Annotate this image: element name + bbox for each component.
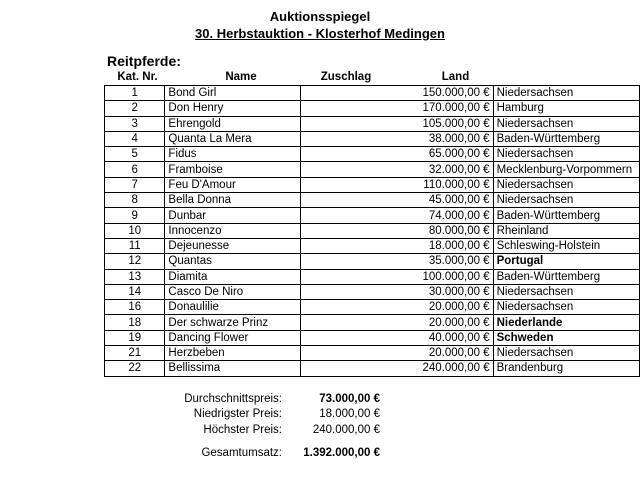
- price-cell: 32.000,00 €: [300, 162, 493, 177]
- summary-max-value: 240.000,00 €: [312, 424, 380, 436]
- catalog-number-cell: 1: [105, 86, 165, 101]
- catalog-number-cell: 22: [105, 361, 165, 376]
- price-cell: 105.000,00 €: [300, 116, 493, 131]
- land-cell: Niederlande: [493, 315, 639, 330]
- catalog-number-cell: 16: [105, 300, 165, 315]
- price-cell: 65.000,00 €: [300, 147, 493, 162]
- horse-name-cell: Don Henry: [165, 101, 300, 116]
- horse-name-cell: Quantas: [165, 254, 300, 269]
- price-cell: 150.000,00 €: [300, 86, 493, 101]
- price-cell: 45.000,00 €: [300, 193, 493, 208]
- summary-min-label: Niedrigster Preis:: [193, 408, 282, 420]
- horse-name-cell: Dunbar: [165, 208, 300, 223]
- horse-name-cell: Donaulilie: [165, 300, 300, 315]
- land-cell: Baden-Württemberg: [493, 131, 639, 146]
- land-cell: Niedersachsen: [493, 346, 639, 361]
- land-cell: Rheinland: [493, 223, 639, 238]
- price-cell: 40.000,00 €: [300, 330, 493, 345]
- table-row: [105, 361, 640, 376]
- land-cell: Schweden: [493, 330, 639, 345]
- table-row: [105, 330, 640, 345]
- land-cell: Portugal: [493, 254, 639, 269]
- land-cell: Hamburg: [493, 101, 639, 116]
- catalog-number-cell: 19: [105, 330, 165, 345]
- catalog-number-cell: 2: [105, 101, 165, 116]
- horse-name-cell: Casco De Niro: [165, 284, 300, 299]
- summary-min-value: 18.000,00 €: [319, 408, 380, 420]
- table-row: [105, 131, 640, 146]
- horse-name-cell: Bond Girl: [165, 86, 300, 101]
- catalog-number-cell: 3: [105, 116, 165, 131]
- table-row: [105, 238, 640, 253]
- summary-total-label: Gesamtumsatz:: [201, 447, 282, 459]
- table-row: [105, 147, 640, 162]
- land-cell: Brandenburg: [493, 361, 639, 376]
- document-title: Auktionsspiegel: [269, 9, 371, 24]
- price-cell: 38.000,00 €: [300, 131, 493, 146]
- catalog-number-cell: 7: [105, 177, 165, 192]
- price-cell: 20.000,00 €: [300, 346, 493, 361]
- horse-name-cell: Quanta La Mera: [165, 131, 300, 146]
- horse-name-cell: Fidus: [165, 147, 300, 162]
- column-header-price: Zuschlag: [320, 71, 372, 83]
- catalog-number-cell: 12: [105, 254, 165, 269]
- catalog-number-cell: 4: [105, 131, 165, 146]
- price-cell: 100.000,00 €: [300, 269, 493, 284]
- table-row: [105, 177, 640, 192]
- section-title: Reitpferde:: [107, 53, 181, 69]
- auction-table: [104, 85, 640, 377]
- horse-name-cell: Framboise: [165, 162, 300, 177]
- land-cell: Niedersachsen: [493, 86, 639, 101]
- table-row: [105, 346, 640, 361]
- table-row: [105, 101, 640, 116]
- table-row: [105, 269, 640, 284]
- price-cell: 80.000,00 €: [300, 223, 493, 238]
- table-row: [105, 193, 640, 208]
- catalog-number-cell: 11: [105, 238, 165, 253]
- land-cell: Niedersachsen: [493, 147, 639, 162]
- land-cell: Baden-Württemberg: [493, 208, 639, 223]
- table-row: [105, 116, 640, 131]
- catalog-number-cell: 21: [105, 346, 165, 361]
- horse-name-cell: Dejeunesse: [165, 238, 300, 253]
- price-cell: 240.000,00 €: [300, 361, 493, 376]
- price-cell: 74.000,00 €: [300, 208, 493, 223]
- catalog-number-cell: 5: [105, 147, 165, 162]
- land-cell: Niedersachsen: [493, 284, 639, 299]
- price-cell: 20.000,00 €: [300, 300, 493, 315]
- land-cell: Niedersachsen: [493, 193, 639, 208]
- summary-max-label: Höchster Preis:: [203, 424, 282, 436]
- document-subtitle: 30. Herbstauktion - Klosterhof Medingen: [195, 26, 445, 41]
- horse-name-cell: Herzbeben: [165, 346, 300, 361]
- summary-total-value: 1.392.000,00 €: [303, 447, 380, 459]
- horse-name-cell: Dancing Flower: [165, 330, 300, 345]
- catalog-number-cell: 10: [105, 223, 165, 238]
- price-cell: 35.000,00 €: [300, 254, 493, 269]
- horse-name-cell: Ehrengold: [165, 116, 300, 131]
- table-row: [105, 162, 640, 177]
- land-cell: Baden-Württemberg: [493, 269, 639, 284]
- table-row: [105, 284, 640, 299]
- column-header-land: Land: [441, 71, 470, 83]
- table-row: [105, 300, 640, 315]
- horse-name-cell: Bella Donna: [165, 193, 300, 208]
- horse-name-cell: Der schwarze Prinz: [165, 315, 300, 330]
- summary-average-label: Durchschnittspreis:: [184, 393, 282, 405]
- price-cell: 170.000,00 €: [300, 101, 493, 116]
- horse-name-cell: Diamita: [165, 269, 300, 284]
- table-row: [105, 86, 640, 101]
- land-cell: Schleswing-Holstein: [493, 238, 639, 253]
- horse-name-cell: Bellissima: [165, 361, 300, 376]
- catalog-number-cell: 8: [105, 193, 165, 208]
- table-row: [105, 208, 640, 223]
- catalog-number-cell: 9: [105, 208, 165, 223]
- column-header-nr: Kat. Nr.: [117, 71, 158, 83]
- table-row: [105, 254, 640, 269]
- price-cell: 30.000,00 €: [300, 284, 493, 299]
- catalog-number-cell: 13: [105, 269, 165, 284]
- table-row: [105, 223, 640, 238]
- price-cell: 18.000,00 €: [300, 238, 493, 253]
- land-cell: Niedersachsen: [493, 300, 639, 315]
- land-cell: Mecklenburg-Vorpommern: [493, 162, 639, 177]
- catalog-number-cell: 14: [105, 284, 165, 299]
- summary-average-value: 73.000,00 €: [319, 393, 380, 405]
- catalog-number-cell: 18: [105, 315, 165, 330]
- horse-name-cell: Feu D'Amour: [165, 177, 300, 192]
- land-cell: Niedersachsen: [493, 177, 639, 192]
- land-cell: Niedersachsen: [493, 116, 639, 131]
- table-row: [105, 315, 640, 330]
- horse-name-cell: Innocenzo: [165, 223, 300, 238]
- price-cell: 110.000,00 €: [300, 177, 493, 192]
- column-header-name: Name: [225, 71, 257, 83]
- catalog-number-cell: 6: [105, 162, 165, 177]
- price-cell: 20.000,00 €: [300, 315, 493, 330]
